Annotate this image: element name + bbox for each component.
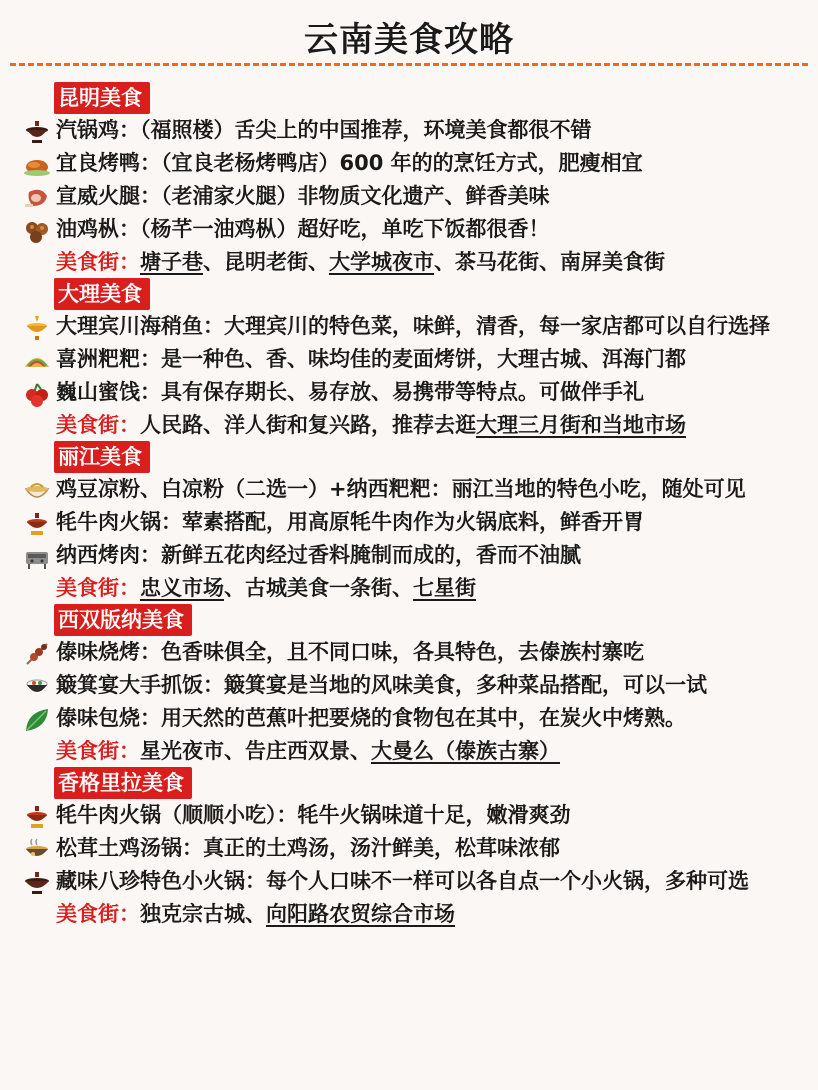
section-tag: 香格里拉美食 xyxy=(54,767,192,799)
section-kunming xyxy=(22,82,812,278)
food-street-line xyxy=(22,572,812,604)
item-text: 傣味包烧：用天然的芭蕉叶把要烧的食物包在其中，在炭火中烤熟。 xyxy=(56,706,686,730)
food-street-text: 星光夜市、告庄西双景、 xyxy=(140,739,371,763)
food-street-text: 、昆明老街、 xyxy=(203,250,329,274)
list-item xyxy=(22,669,812,702)
item-text: 宜良烤鸭：（宜良老杨烤鸭店）600 年的的烹饪方式，肥瘦相宜 xyxy=(56,151,643,175)
item-text: 喜洲粑粑：是一种色、香、味均佳的麦面烤饼，大理古城、洱海门都 xyxy=(56,347,686,371)
food-street-label: 美食街： xyxy=(56,902,140,926)
rice-bowl-icon xyxy=(22,672,52,702)
roast-duck-icon xyxy=(22,150,52,180)
food-street-text: 人民路、洋人街和复兴路，推荐去逛 xyxy=(140,413,476,437)
food-street-link[interactable]: 七星街 xyxy=(413,576,476,600)
food-street-link[interactable]: 大学城夜市 xyxy=(329,250,434,274)
list-item xyxy=(22,636,812,669)
list-item xyxy=(22,180,812,213)
noodle-bowl-icon xyxy=(22,476,52,506)
item-text: 牦牛肉火锅（顺顺小吃）：牦牛火锅味道十足，嫩滑爽劲 xyxy=(56,803,571,827)
food-street-text: 、古城美食一条街、 xyxy=(224,576,413,600)
item-text: 巍山蜜饯：具有保存期长、易存放、易携带等特点。可做伴手礼 xyxy=(56,380,644,404)
food-street-link[interactable]: 大曼么（傣族古寨） xyxy=(371,739,560,763)
section-tag: 西双版纳美食 xyxy=(54,604,192,636)
soup-pot-icon xyxy=(22,835,52,865)
food-street-label: 美食街： xyxy=(56,739,140,763)
list-item xyxy=(22,310,812,343)
section-tag: 大理美食 xyxy=(54,278,150,310)
item-text: 鸡豆凉粉、白凉粉（二选一）+纳西粑粑：丽江当地的特色小吃，随处可见 xyxy=(56,477,746,501)
item-text: 汽锅鸡：（福照楼）舌尖上的中国推荐，环境美食都很不错 xyxy=(56,118,592,142)
food-street-line xyxy=(22,898,812,930)
list-item xyxy=(22,114,812,147)
item-text: 大理宾川海稍鱼：大理宾川的特色菜，味鲜，清香，每一家店都可以自行选择 xyxy=(56,314,770,338)
banana-leaf-icon xyxy=(22,705,52,735)
list-item xyxy=(22,799,812,832)
section-tag: 丽江美食 xyxy=(54,441,150,473)
food-street-link[interactable]: 大理三月街和当地市场 xyxy=(476,413,686,437)
section-shangri-la xyxy=(22,767,812,930)
food-street-label: 美食街： xyxy=(56,413,140,437)
section-lijiang xyxy=(22,441,812,604)
ham-icon xyxy=(22,183,52,213)
food-street-label: 美食街： xyxy=(56,576,140,600)
hotpot-pot-icon xyxy=(22,868,52,898)
list-item xyxy=(22,147,812,180)
section-xishuangbanna xyxy=(22,604,812,767)
list-item xyxy=(22,832,812,865)
hotpot-icon xyxy=(22,802,52,832)
list-item xyxy=(22,343,812,376)
food-street-label: 美食街： xyxy=(56,250,140,274)
food-street-link[interactable]: 忠义市场 xyxy=(140,576,224,600)
hotpot-pot-icon xyxy=(22,117,52,147)
food-street-text: 、茶马花街、南屏美食街 xyxy=(434,250,665,274)
item-text: 牦牛肉火锅：荤素搭配，用高原牦牛肉作为火锅底料，鲜香开胃 xyxy=(56,510,644,534)
food-street-text: 独克宗古城、 xyxy=(140,902,266,926)
food-street-line xyxy=(22,246,812,278)
item-text: 簸箕宴大手抓饭：簸箕宴是当地的风味美食，多种菜品搭配，可以一试 xyxy=(56,673,707,697)
item-text: 藏味八珍特色小火锅：每个人口味不一样可以各自点一个小火锅，多种可选 xyxy=(56,869,749,893)
fruit-icon xyxy=(22,379,52,409)
item-text: 油鸡枞：（杨芊一油鸡枞）超好吃，单吃下饭都很香！ xyxy=(56,217,550,241)
food-street-line xyxy=(22,735,812,767)
food-street-link[interactable]: 向阳路农贸综合市场 xyxy=(266,902,455,926)
list-item xyxy=(22,506,812,539)
skewer-icon xyxy=(22,639,52,669)
item-text: 宣威火腿：（老浦家火腿）非物质文化遗产、鲜香美味 xyxy=(56,184,550,208)
food-street-line xyxy=(22,409,812,441)
list-item xyxy=(22,376,812,409)
list-item xyxy=(22,702,812,735)
food-street-link[interactable]: 塘子巷 xyxy=(140,250,203,274)
flatbread-icon xyxy=(22,346,52,376)
list-item xyxy=(22,539,812,572)
mushroom-icon xyxy=(22,216,52,246)
item-text: 松茸土鸡汤锅：真正的土鸡汤，汤汁鲜美，松茸味浓郁 xyxy=(56,836,560,860)
section-tag: 昆明美食 xyxy=(54,82,150,114)
list-item xyxy=(22,213,812,246)
item-text: 傣味烧烤：色香味俱全，且不同口味，各具特色，去傣族村寨吃 xyxy=(56,640,644,664)
title-divider xyxy=(10,63,808,66)
list-item xyxy=(22,473,812,506)
fish-pot-icon xyxy=(22,313,52,343)
list-item xyxy=(22,865,812,898)
grill-icon xyxy=(22,542,52,572)
page-title: 云南美食攻略 xyxy=(304,20,514,60)
content xyxy=(22,82,812,930)
hotpot-icon xyxy=(22,509,52,539)
item-text: 纳西烤肉：新鲜五花肉经过香料腌制而成的，香而不油腻 xyxy=(56,543,581,567)
section-dali xyxy=(22,278,812,441)
